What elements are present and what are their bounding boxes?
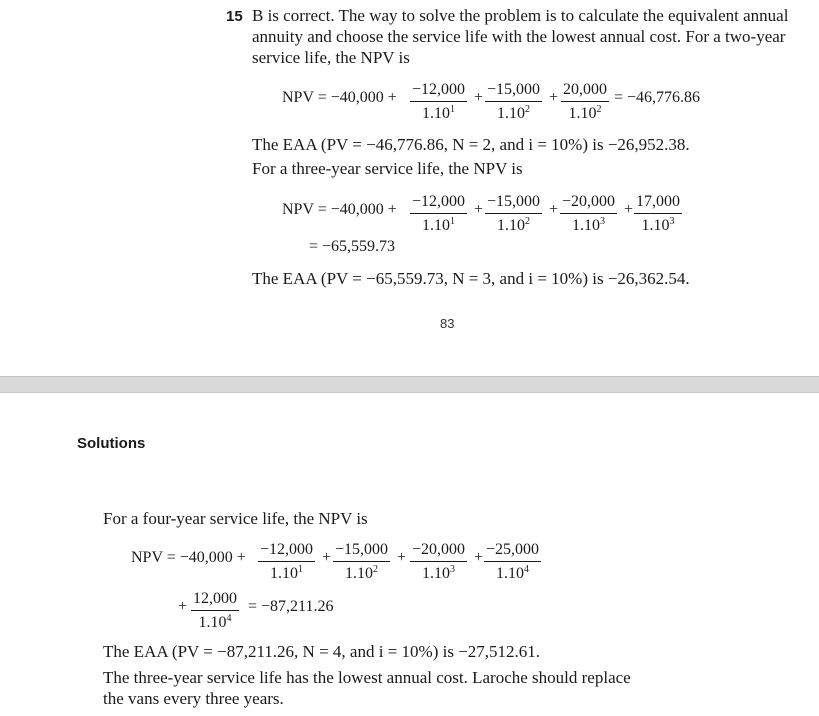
intro-line-3: service life, the NPV is [252,48,410,67]
three-year-intro: For a three-year service life, the NPV is [252,159,523,178]
plus-sign: + [624,201,634,218]
plus-sign: + [397,549,407,566]
plus-sign: + [474,549,484,566]
intro-line-2: annuity and choose the service life with the lowest annual cost. For a two-year [252,27,786,46]
plus-sign: + [549,89,559,106]
fraction: $\frac{20,000}{1.10^2}$ [563,81,607,122]
four-year-intro: For a four-year service life, the NPV is [103,509,368,528]
fraction: $\frac{-15,000}{1.10^2}$ [335,541,389,582]
fraction: $\frac{-25,000}{1.10^4}$ [486,541,540,582]
equation-lhs: NPV = −40,000 + [282,89,397,106]
equation-result: = −65,559.73 [309,238,396,255]
plus-sign: + [474,89,484,106]
fraction: $\frac{-12,000}{1.10^1}$ [260,541,314,582]
equation-lhs: NPV = −40,000 + [282,201,397,218]
fraction: $\frac{17,000}{1.10^3}$ [636,193,680,234]
eaa-four-year: The EAA (PV = −87,211.26, N = 4, and i = 10%) is −27,512.61. [103,642,541,661]
question-number: 15 [226,8,243,25]
fraction: $\frac{-12,000}{1.10^1}$ [412,193,466,234]
fraction: $\frac{-12,000}{1.10^1}$ [412,81,466,122]
page-number: 83 [440,316,455,331]
fraction: $\frac{12,000}{1.10^4}$ [193,590,237,631]
section-title: Solutions [77,435,146,452]
equation-result: = −46,776.86 [614,89,701,106]
plus-sign: + [178,598,188,615]
conclusion-line-1: The three-year service life has the lowest annual cost. Laroche should replace [103,668,631,687]
conclusion-line-2: the vans every three years. [103,689,284,708]
page-divider [0,376,819,393]
plus-sign: + [474,201,484,218]
equation-lhs: NPV = −40,000 + [131,549,246,566]
equation-result: = −87,211.26 [248,598,334,615]
fraction: $\frac{-20,000}{1.10^3}$ [412,541,466,582]
fraction: $\frac{-15,000}{1.10^2}$ [487,81,541,122]
fraction: $\frac{-20,000}{1.10^3}$ [562,193,616,234]
eaa-two-year: The EAA (PV = −46,776.86, N = 2, and i = 10%) is −26,952.38. [252,135,690,154]
plus-sign: + [322,549,332,566]
intro-line-1: B is correct. The way to solve the problem is to calculate the equivalent annual [252,6,789,25]
plus-sign: + [549,201,559,218]
fraction: $\frac{-15,000}{1.10^2}$ [487,193,541,234]
eaa-three-year: The EAA (PV = −65,559.73, N = 3, and i = 10%) is −26,362.54. [252,269,690,288]
